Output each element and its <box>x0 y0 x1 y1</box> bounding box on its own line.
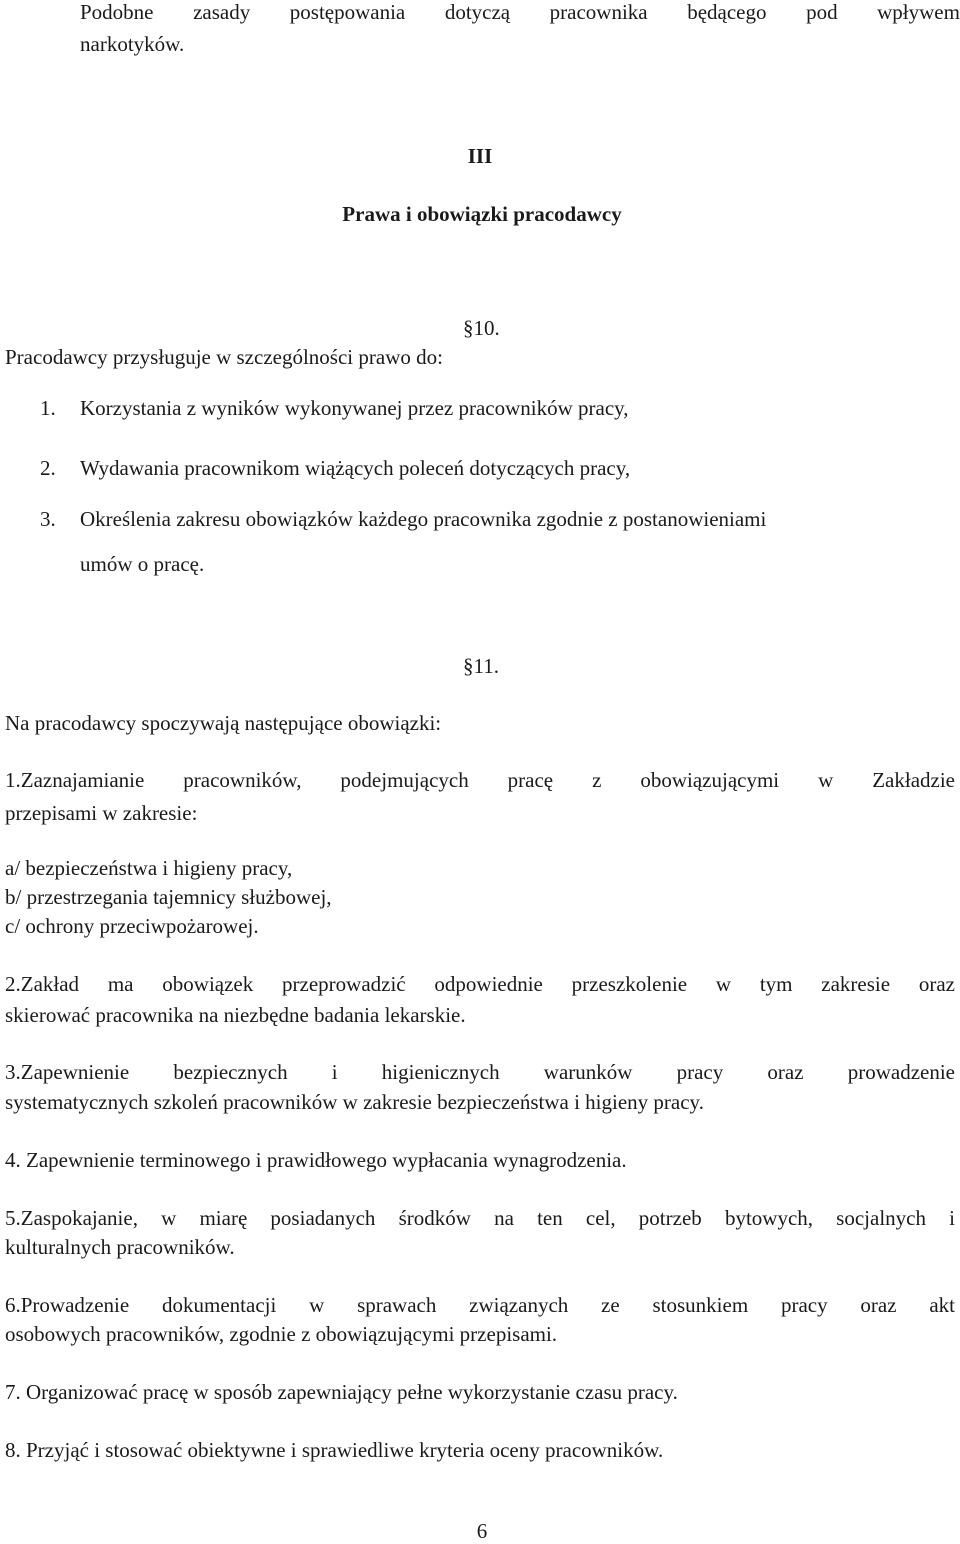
paragraph-5-line-1: 5.Zaspokajanie, w miarę posiadanych środków na ten cel, potrzeb bytowych, socjalnych i <box>5 1206 955 1230</box>
top-line-1 <box>80 0 960 25</box>
word: będącego <box>687 0 767 24</box>
word: Podobne <box>80 0 154 24</box>
list-item-num: 1. <box>40 396 56 420</box>
paragraph-1-line-2: przepisami w zakresie: <box>5 801 198 825</box>
word: dotyczą <box>444 0 511 24</box>
chapter-number: III <box>467 144 493 168</box>
word: pracownika <box>549 0 648 24</box>
paragraph-2-line-2: skierować pracownika na niezbędne badania lekarskie. <box>5 1003 466 1027</box>
paragraph-3-line-1: 3.Zapewnienie bezpiecznych i higienicznych warunków pracy oraz prowadzenie <box>5 1060 955 1084</box>
sub-item: a/ bezpieczeństwa i higieny pracy, <box>5 856 293 880</box>
list-item-continuation: umów o pracę. <box>80 552 205 576</box>
paragraph-7: 7. Organizować pracę w sposób zapewniający pełne wykorzystanie czasu pracy. <box>5 1380 678 1404</box>
paragraph-1-line-1: 1.Zaznajamianie pracowników, podejmujących pracę z obowiązującymi w Zakładzie <box>5 768 955 792</box>
word: postępowania <box>289 0 406 24</box>
section-11-intro: Na pracodawcy spoczywają następujące obowiązki: <box>5 711 442 735</box>
paragraph-8: 8. Przyjąć i stosować obiektywne i sprawiedliwe kryteria oceny pracowników. <box>5 1438 664 1462</box>
section-10-heading <box>463 316 500 341</box>
paragraph-3-line-2: systematycznych szkoleń pracowników w zakresie bezpieczeństwa i higieny pracy. <box>5 1090 704 1114</box>
list-item-num: 3. <box>40 507 56 531</box>
word: pod <box>806 0 838 24</box>
word: zasady <box>193 0 251 24</box>
list-item-num: 2. <box>40 456 56 480</box>
section-10-intro: Pracodawcy przysługuje w szczególności prawo do: <box>5 345 443 369</box>
sub-item: c/ ochrony przeciwpożarowej. <box>5 914 259 938</box>
section-mark-icon: § <box>463 316 474 340</box>
section-11-heading <box>463 654 499 679</box>
paragraph-5-line-2: kulturalnych pracowników. <box>5 1235 235 1259</box>
chapter-title: Prawa i obowiązki pracodawcy <box>342 202 622 226</box>
list-item-text: Korzystania z wyników wykonywanej przez pracowników pracy, <box>80 396 629 420</box>
section-mark-icon: § <box>463 654 474 678</box>
paragraph-2-line-1: 2.Zakład ma obowiązek przeprowadzić odpowiednie przeszkolenie w tym zakresie oraz <box>5 972 955 996</box>
section-number: 10. <box>473 316 500 340</box>
paragraph-6-line-2: osobowych pracowników, zgodnie z obowiązującymi przepisami. <box>5 1322 558 1346</box>
page-number: 6 <box>476 1519 488 1543</box>
section-number: 11. <box>473 654 499 678</box>
paragraph-4: 4. Zapewnienie terminowego i prawidłowego wypłacania wynagrodzenia. <box>5 1148 627 1172</box>
paragraph-6-line-1: 6.Prowadzenie dokumentacji w sprawach związanych ze stosunkiem pracy oraz akt <box>5 1293 955 1317</box>
list-item-text: Wydawania pracownikom wiążących poleceń dotyczących pracy, <box>80 456 631 480</box>
word: wpływem <box>877 0 960 24</box>
sub-item: b/ przestrzegania tajemnicy służbowej, <box>5 885 332 909</box>
list-item-text: Określenia zakresu obowiązków każdego pracownika zgodnie z postanowieniami <box>80 507 767 531</box>
top-line-2: narkotyków. <box>80 32 185 56</box>
